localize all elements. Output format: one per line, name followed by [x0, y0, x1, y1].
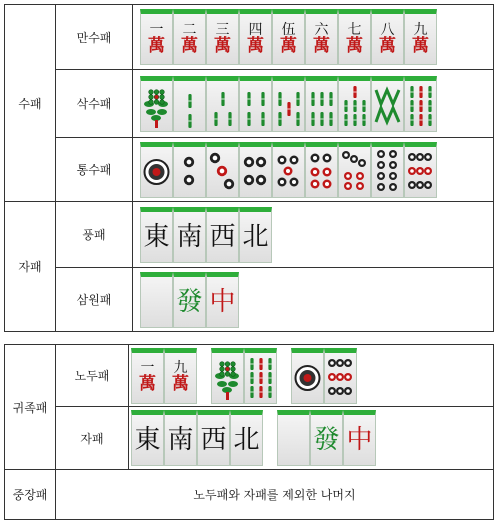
bamboo-sticks-icon	[273, 82, 304, 130]
circle-dots-icon	[339, 148, 370, 196]
bamboo-sticks-icon	[174, 82, 205, 130]
wind-tile-2	[173, 207, 206, 263]
pin-tile-7	[338, 142, 371, 198]
circle-dots-icon	[306, 148, 337, 196]
wind-tile-4-glyph: 北	[242, 221, 269, 252]
man-tiles	[133, 5, 494, 70]
man-numeral: 四	[248, 21, 263, 38]
tong-label: 통수패	[56, 138, 133, 202]
sou-tile-9	[244, 348, 277, 404]
sou-tile-5	[272, 76, 305, 132]
nodu-label: 노두패	[56, 345, 129, 407]
pin-tile-1	[291, 348, 324, 404]
sou-tile-9	[404, 76, 437, 132]
man-character: 萬	[148, 35, 165, 56]
suit-tile-table	[4, 4, 494, 332]
samwon-label: 삼원패	[56, 268, 133, 332]
sak-tiles	[133, 70, 494, 138]
ja-label: 자패	[56, 407, 129, 470]
man-numeral: 六	[314, 21, 329, 38]
man-numeral: 七	[347, 21, 362, 38]
circle-dots-icon	[207, 148, 238, 196]
pin-tile-4	[239, 142, 272, 198]
man-character: 萬	[214, 35, 231, 56]
man-numeral: 一	[149, 21, 164, 38]
man-character: 萬	[379, 35, 396, 56]
man-character: 萬	[346, 35, 363, 56]
man-character: 萬	[280, 35, 297, 56]
ja-wind-tile-3-glyph: 西	[200, 425, 227, 455]
wind-tile-1-glyph: 東	[143, 221, 170, 252]
man-tile-4	[239, 9, 272, 65]
honor-tile-table	[4, 344, 494, 520]
circle-dots-icon	[372, 148, 403, 196]
jahae-label: 자패	[5, 202, 56, 332]
circle-dots-icon	[325, 354, 356, 402]
bamboo-sticks-icon	[372, 82, 403, 130]
bamboo-sticks-icon	[141, 82, 172, 130]
pung-tiles	[133, 202, 494, 268]
man-tile-9	[404, 9, 437, 65]
nodu-tiles	[129, 345, 494, 407]
green-dragon-tile	[173, 272, 206, 328]
sou-tile-1	[211, 348, 244, 404]
bamboo-sticks-icon	[212, 354, 243, 402]
ja-tiles	[129, 407, 494, 470]
red-dragon-tile-glyph: 中	[209, 286, 236, 317]
bamboo-sticks-icon	[339, 82, 370, 130]
sou-tile-3	[206, 76, 239, 132]
wind-tile-4	[239, 207, 272, 263]
white-dragon-tile	[140, 272, 173, 328]
bamboo-sticks-icon	[245, 354, 276, 402]
man-numeral: 九	[413, 21, 428, 38]
pung-label: 풍패	[56, 202, 133, 268]
man-character: 萬	[139, 374, 156, 394]
man-character: 萬	[412, 35, 429, 56]
sou-tile-1	[140, 76, 173, 132]
suhae-label: 수패	[5, 5, 56, 202]
sou-tile-2	[173, 76, 206, 132]
pin-tile-5	[272, 142, 305, 198]
wind-tile-3-glyph: 西	[209, 221, 236, 252]
man-numeral: 二	[182, 21, 197, 38]
man-tile-6	[305, 9, 338, 65]
sak-label: 삭수패	[56, 70, 133, 138]
gwijok-label: 귀족패	[5, 345, 56, 470]
sou-tile-7	[338, 76, 371, 132]
ja-wind-tile-2	[164, 410, 197, 466]
man-numeral: 八	[380, 21, 395, 38]
circle-dots-icon	[240, 148, 271, 196]
man-tile-7	[338, 9, 371, 65]
circle-dots-icon	[141, 148, 172, 196]
sou-tile-6	[305, 76, 338, 132]
pin-tile-9	[404, 142, 437, 198]
ja-wind-tile-4	[230, 410, 263, 466]
bamboo-sticks-icon	[405, 82, 436, 130]
man-character: 萬	[181, 35, 198, 56]
samwon-tiles	[133, 268, 494, 332]
jungjang-label: 중장패	[5, 470, 56, 520]
red-dragon-tile	[206, 272, 239, 328]
man-numeral: 伍	[281, 21, 296, 38]
bamboo-sticks-icon	[240, 82, 271, 130]
ja-wind-tile-1-glyph: 東	[134, 425, 161, 455]
man-tile-9	[164, 348, 197, 404]
man-numeral: 一	[140, 360, 155, 376]
wind-tile-1	[140, 207, 173, 263]
ja-red-dragon-tile-glyph: 中	[346, 425, 373, 455]
ja-wind-tile-3	[197, 410, 230, 466]
man-numeral: 三	[215, 21, 230, 38]
bamboo-sticks-icon	[306, 82, 337, 130]
circle-dots-icon	[174, 148, 205, 196]
pin-tile-8	[371, 142, 404, 198]
man-label: 만수패	[56, 5, 133, 70]
man-numeral: 九	[173, 360, 188, 376]
jungjang-desc: 노두패와 자패를 제외한 나머지	[56, 470, 494, 520]
ja-wind-tile-2-glyph: 南	[167, 425, 194, 455]
circle-dots-icon	[405, 148, 436, 196]
green-dragon-tile-glyph: 發	[176, 286, 203, 317]
bamboo-sticks-icon	[207, 82, 238, 130]
pin-tile-1	[140, 142, 173, 198]
man-tile-1	[131, 348, 164, 404]
man-character: 萬	[313, 35, 330, 56]
pin-tile-2	[173, 142, 206, 198]
man-tile-2	[173, 9, 206, 65]
circle-dots-icon	[273, 148, 304, 196]
man-tile-5	[272, 9, 305, 65]
ja-green-dragon-tile-glyph: 發	[313, 425, 340, 455]
sou-tile-4	[239, 76, 272, 132]
tong-tiles	[133, 138, 494, 202]
ja-red-dragon-tile	[343, 410, 376, 466]
pin-tile-9	[324, 348, 357, 404]
circle-dots-icon	[292, 354, 323, 402]
pin-tile-6	[305, 142, 338, 198]
man-tile-1	[140, 9, 173, 65]
ja-wind-tile-4-glyph: 北	[233, 425, 260, 455]
man-character: 萬	[172, 374, 189, 394]
pin-tile-3	[206, 142, 239, 198]
ja-green-dragon-tile	[310, 410, 343, 466]
ja-white-dragon-tile	[277, 410, 310, 466]
man-character: 萬	[247, 35, 264, 56]
wind-tile-2-glyph: 南	[176, 221, 203, 252]
man-tile-8	[371, 9, 404, 65]
wind-tile-3	[206, 207, 239, 263]
sou-tile-8	[371, 76, 404, 132]
ja-wind-tile-1	[131, 410, 164, 466]
man-tile-3	[206, 9, 239, 65]
